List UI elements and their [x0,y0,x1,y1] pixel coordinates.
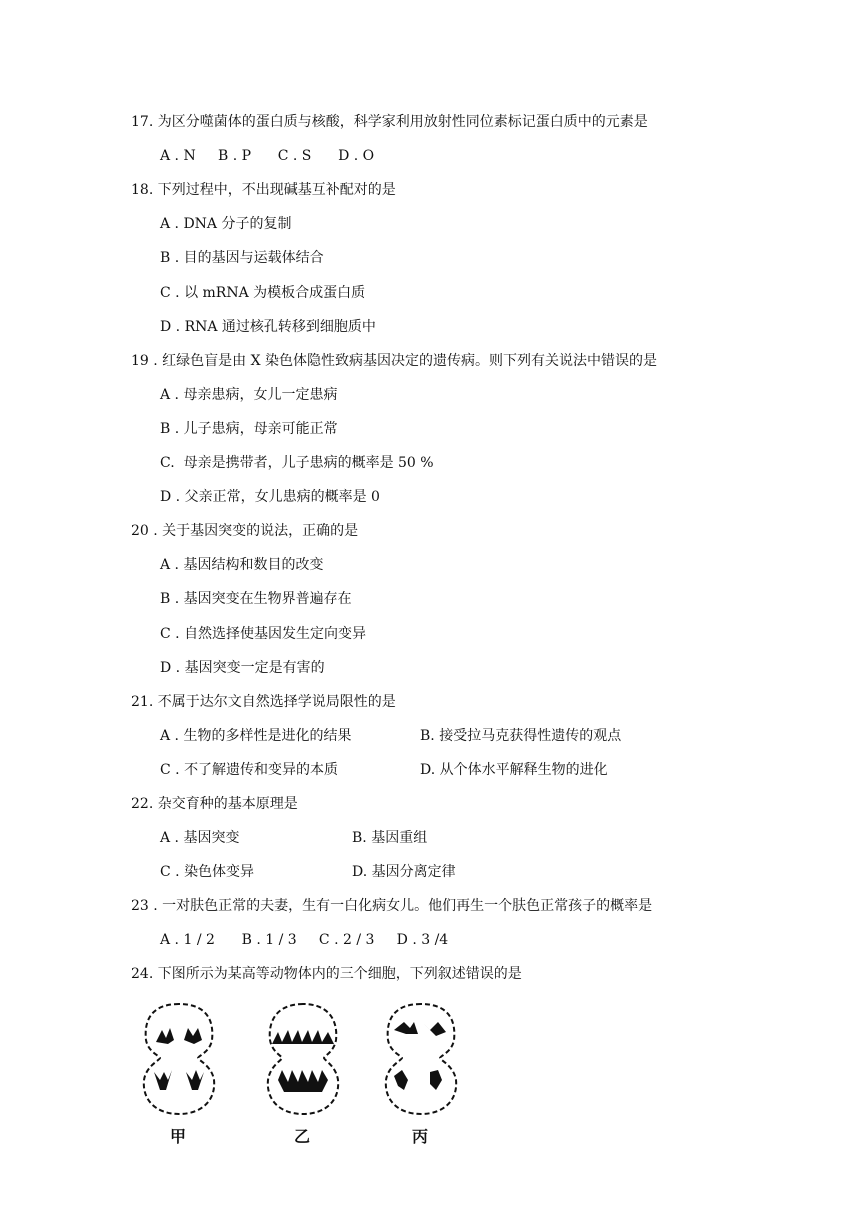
question-18-option-b: B . 目的基因与运载体结合 [160,250,324,266]
cell-diagram-jia [138,1000,220,1118]
question-22-stem: 22. 杂交育种的基本原理是 [131,796,298,812]
question-21-option-d: D. 从个体水平解释生物的进化 [420,762,608,778]
question-19-option-b: B . 儿子患病，母亲可能正常 [160,421,338,437]
question-21-option-a: A . 生物的多样性是进化的结果 [160,728,352,744]
question-23-options: A . 1 / 2 B . 1 / 3 C . 2 / 3 D . 3 /4 [160,932,449,948]
question-19-option-c: C. 母亲是携带者，儿子患病的概率是 50 % [160,455,434,471]
question-17-options: A . N B . P C . S D . O [160,148,375,164]
question-22-option-c: C . 染色体变异 [160,864,255,880]
cell-diagram-bing [380,1000,462,1118]
question-22-option-d: D. 基因分离定律 [352,864,456,880]
question-23-stem: 23 . 一对肤色正常的夫妻，生有一白化病女儿。他们再生一个肤色正常孩子的概率是 [131,898,653,914]
question-20-stem: 20 . 关于基因突变的说法，正确的是 [131,523,359,539]
question-19-option-d: D . 父亲正常，女儿患病的概率是 0 [160,489,380,505]
question-20-option-c: C . 自然选择使基因发生定向变异 [160,626,367,642]
question-20-option-b: B . 基因突变在生物界普遍存在 [160,591,352,607]
question-21-option-c: C . 不了解遗传和变异的本质 [160,762,339,778]
cell-diagram-yi [262,1000,344,1118]
question-19-option-a: A . 母亲患病，女儿一定患病 [160,387,338,403]
question-19-stem: 19 . 红绿色盲是由 X 染色体隐性致病基因决定的遗传病。则下列有关说法中错误的是 [131,353,658,369]
question-21-stem: 21. 不属于达尔文自然选择学说局限性的是 [131,694,396,710]
question-18-stem: 18. 下列过程中，不出现碱基互补配对的是 [131,182,396,198]
figure-label-yi: 乙 [294,1127,311,1146]
figure-label-jia: 甲 [170,1127,187,1146]
question-18-option-d: D . RNA 通过核孔转移到细胞质中 [160,319,376,335]
question-20-option-d: D . 基因突变一定是有害的 [160,660,325,676]
figure-label-bing: 丙 [412,1127,429,1146]
question-22-option-b: B. 基因重组 [352,830,428,846]
question-17-stem: 17. 为区分噬菌体的蛋白质与核酸，科学家利用放射性同位素标记蛋白质中的元素是 [131,114,648,130]
question-18-option-c: C . 以 mRNA 为模板合成蛋白质 [160,285,366,301]
question-18-option-a: A . DNA 分子的复制 [160,216,292,232]
question-22-option-a: A . 基因突变 [160,830,240,846]
question-21-option-b: B. 接受拉马克获得性遗传的观点 [420,728,622,744]
question-20-option-a: A . 基因结构和数目的改变 [160,557,324,573]
question-24-stem: 24. 下图所示为某高等动物体内的三个细胞，下列叙述错误的是 [131,966,522,982]
